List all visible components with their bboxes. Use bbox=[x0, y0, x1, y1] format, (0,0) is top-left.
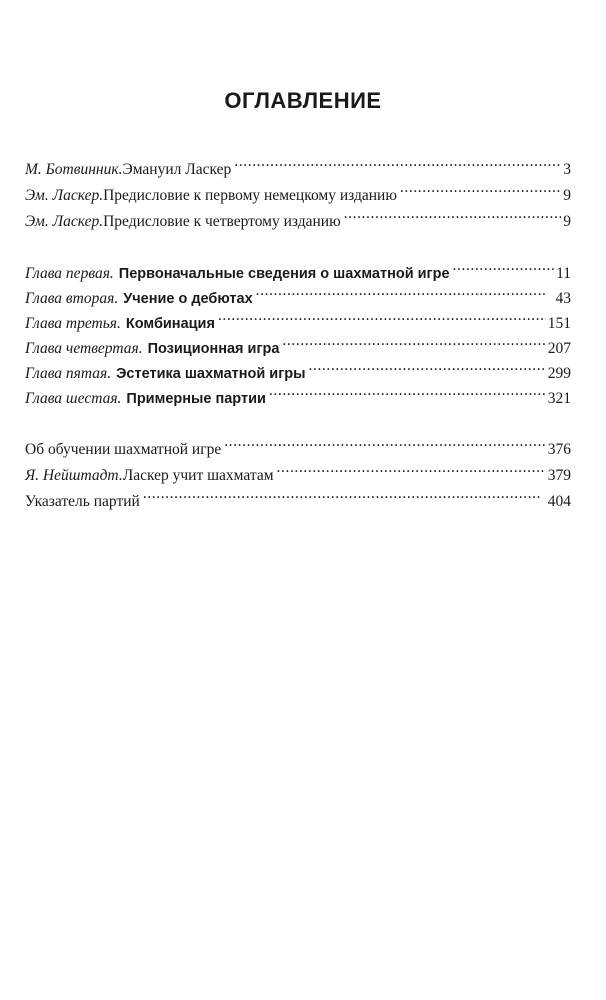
entry-page-number: 376 bbox=[547, 441, 571, 458]
chapter-title: Комбинация bbox=[125, 316, 215, 332]
toc-entry-games-index[interactable] bbox=[25, 482, 571, 510]
entry-page-number: 9 bbox=[563, 213, 571, 230]
toc-entry-chapter-4[interactable] bbox=[25, 329, 571, 357]
entry-page-number: 207 bbox=[547, 340, 571, 357]
entry-title: Ласкер учит шахматам bbox=[122, 467, 274, 484]
leader-dots bbox=[218, 304, 546, 328]
toc-entry-preface-first-german[interactable] bbox=[25, 176, 571, 204]
chapter-label: Глава третья. bbox=[25, 315, 121, 332]
page-title: ОГЛАВЛЕНИЕ bbox=[224, 88, 382, 113]
chapter-title: Первоначальные сведения о шахматной игре bbox=[118, 266, 450, 282]
leader-dots bbox=[277, 456, 546, 480]
entry-page-number: 379 bbox=[547, 467, 571, 484]
entry-page-number: 43 bbox=[555, 290, 571, 307]
chapter-title: Эстетика шахматной игры bbox=[116, 366, 306, 382]
entry-title: Об обучении шахматной игре bbox=[25, 441, 222, 458]
entry-author: Эм. Ласкер. bbox=[25, 187, 104, 204]
chapter-title: Примерные партии bbox=[126, 391, 266, 407]
leader-dots bbox=[453, 254, 555, 278]
toc-entry-chapter-1[interactable] bbox=[25, 254, 571, 282]
entry-page-number: 151 bbox=[547, 315, 571, 332]
toc-entry-neishtadt[interactable] bbox=[25, 456, 571, 484]
toc-entry-chapter-5[interactable] bbox=[25, 354, 571, 382]
entry-page-number: 321 bbox=[547, 390, 571, 407]
leader-dots bbox=[282, 329, 545, 353]
leader-dots bbox=[224, 430, 546, 454]
entry-page-number: 11 bbox=[556, 265, 571, 282]
leader-dots bbox=[269, 379, 546, 403]
toc-entry-foreword-botvinnik[interactable] bbox=[25, 150, 571, 178]
chapter-label: Глава четвертая. bbox=[25, 340, 143, 357]
toc-entry-chapter-2[interactable] bbox=[25, 279, 571, 307]
leader-dots bbox=[400, 176, 561, 200]
toc-entry-on-teaching[interactable] bbox=[25, 430, 571, 458]
entry-page-number: 9 bbox=[563, 187, 571, 204]
entry-title: Указатель партий bbox=[25, 493, 140, 510]
entry-title: Эмануил Ласкер bbox=[122, 161, 232, 178]
leader-dots bbox=[143, 482, 540, 506]
entry-page-number: 404 bbox=[547, 493, 571, 510]
toc-entry-chapter-3[interactable] bbox=[25, 304, 571, 332]
chapter-label: Глава первая. bbox=[25, 265, 114, 282]
leader-dots bbox=[309, 354, 546, 378]
entry-page-number: 299 bbox=[547, 365, 571, 382]
entry-author: М. Ботвинник. bbox=[25, 161, 123, 178]
leader-dots bbox=[234, 150, 561, 174]
leader-dots bbox=[256, 279, 546, 303]
entry-author: Эм. Ласкер. bbox=[25, 213, 104, 230]
entry-author: Я. Нейштадт. bbox=[25, 467, 123, 484]
chapter-label: Глава шестая. bbox=[25, 390, 122, 407]
entry-title: Предисловие к четвертому изданию bbox=[103, 213, 341, 230]
toc-entry-preface-fourth[interactable] bbox=[25, 202, 571, 230]
chapter-label: Глава вторая. bbox=[25, 290, 119, 307]
entry-title: Предисловие к первому немецкому изданию bbox=[103, 187, 397, 204]
chapter-title: Учение о дебютах bbox=[123, 291, 253, 307]
entry-page-number: 3 bbox=[563, 161, 571, 178]
toc-entry-chapter-6[interactable] bbox=[25, 379, 571, 407]
chapter-label: Глава пятая. bbox=[25, 365, 112, 382]
chapter-title: Позиционная игра bbox=[147, 341, 280, 357]
leader-dots bbox=[344, 202, 562, 226]
